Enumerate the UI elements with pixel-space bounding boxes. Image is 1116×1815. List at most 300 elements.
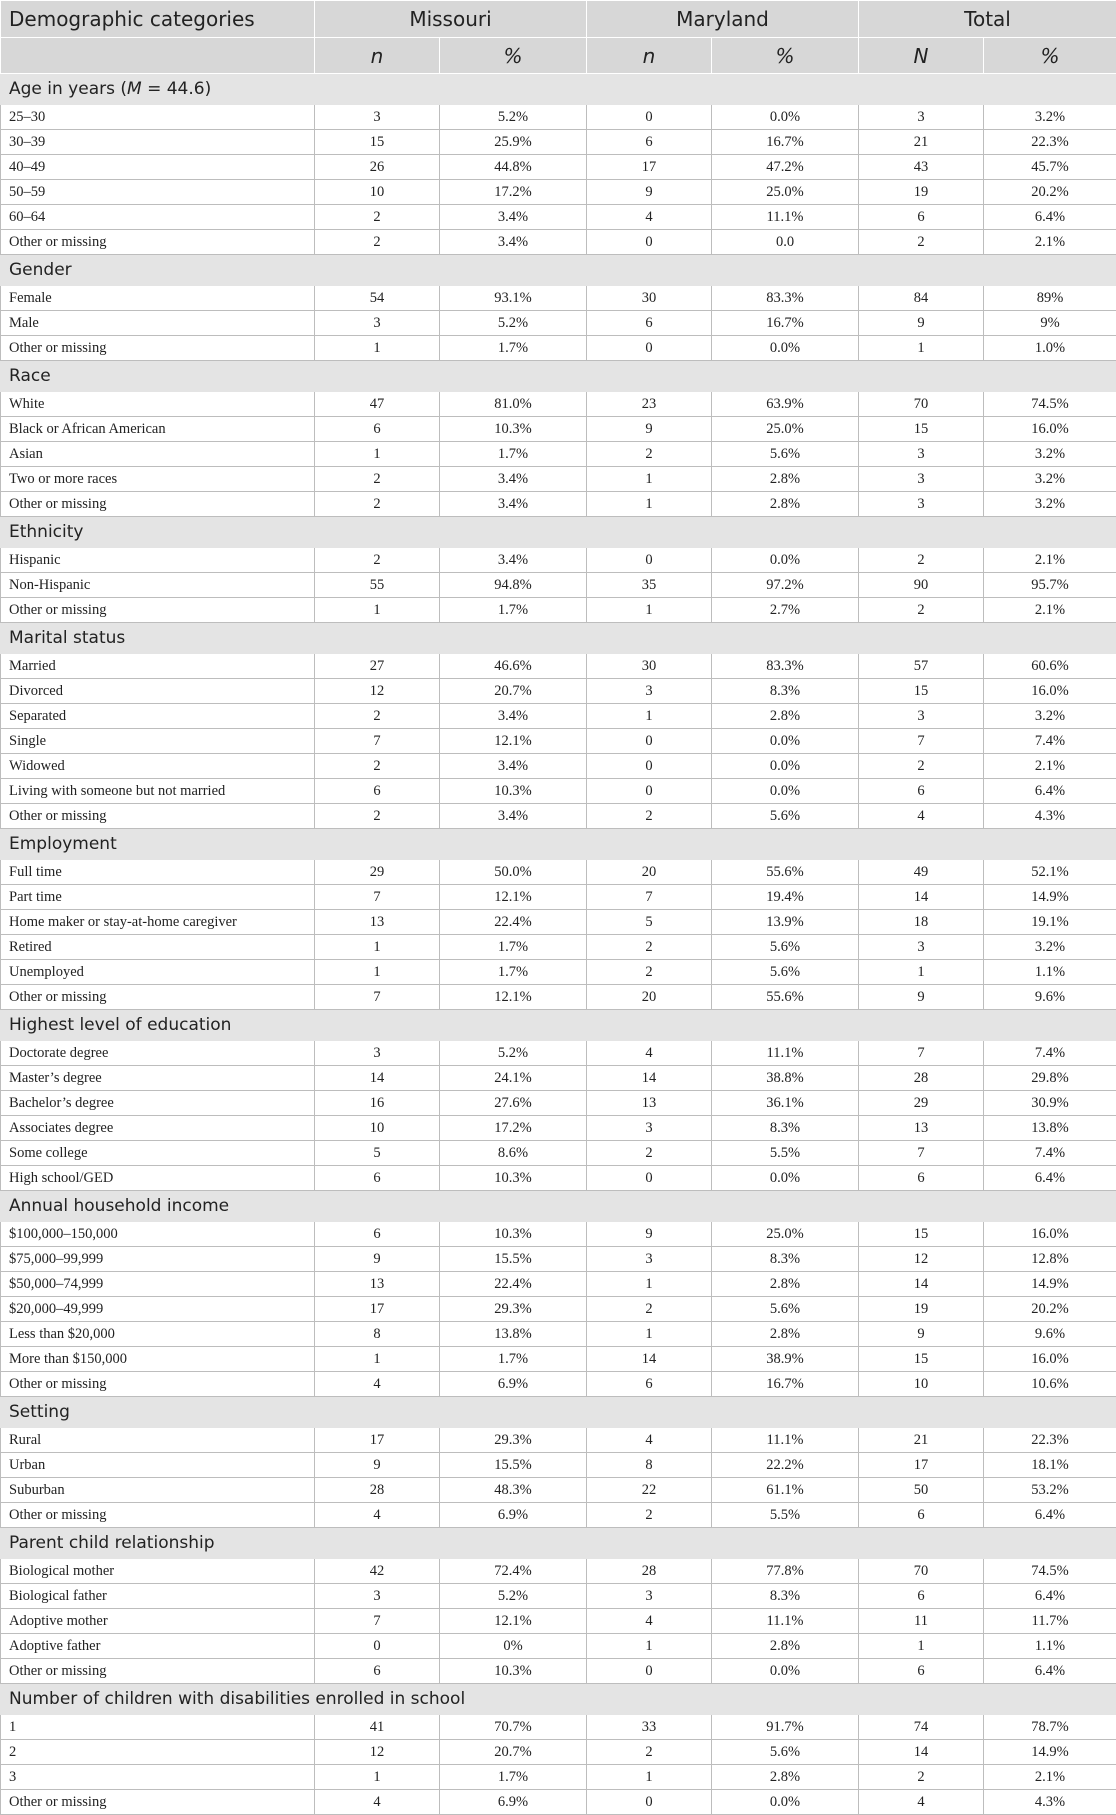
table-row — [1, 1503, 1116, 1528]
maryland-percent: 2.8% — [712, 1272, 859, 1297]
table-row — [1, 311, 1116, 336]
subheader-maryland-percent: % — [712, 38, 859, 74]
missouri-percent: 3.4% — [440, 754, 587, 779]
total-percent: 45.7% — [984, 155, 1116, 180]
missouri-n: 4 — [315, 1372, 440, 1397]
row-label: Some college — [1, 1141, 315, 1166]
total-percent: 89% — [984, 286, 1116, 311]
total-n: 6 — [859, 779, 984, 804]
maryland-n: 0 — [587, 729, 712, 754]
missouri-n: 2 — [315, 704, 440, 729]
maryland-percent: 25.0% — [712, 1222, 859, 1247]
maryland-n: 3 — [587, 1584, 712, 1609]
section-header-row — [1, 517, 1116, 548]
section-header-row — [1, 1010, 1116, 1041]
maryland-percent: 83.3% — [712, 654, 859, 679]
total-n: 12 — [859, 1247, 984, 1272]
maryland-percent: 25.0% — [712, 180, 859, 205]
missouri-n: 55 — [315, 573, 440, 598]
missouri-n: 7 — [315, 885, 440, 910]
row-label: Single — [1, 729, 315, 754]
maryland-n: 0 — [587, 548, 712, 573]
missouri-n: 15 — [315, 130, 440, 155]
category-column-header: Demographic categories — [1, 1, 315, 38]
total-percent: 6.4% — [984, 779, 1116, 804]
row-label: 60–64 — [1, 205, 315, 230]
total-n: 29 — [859, 1091, 984, 1116]
missouri-n: 10 — [315, 180, 440, 205]
row-label: Widowed — [1, 754, 315, 779]
maryland-n: 0 — [587, 230, 712, 255]
total-percent: 12.8% — [984, 1247, 1116, 1272]
maryland-percent: 2.7% — [712, 598, 859, 623]
missouri-n: 6 — [315, 1659, 440, 1684]
row-label: Biological father — [1, 1584, 315, 1609]
maryland-n: 1 — [587, 598, 712, 623]
table-row — [1, 1372, 1116, 1397]
missouri-percent: 5.2% — [440, 311, 587, 336]
maryland-n: 2 — [587, 1141, 712, 1166]
total-percent: 3.2% — [984, 442, 1116, 467]
table-row — [1, 1634, 1116, 1659]
total-percent: 78.7% — [984, 1715, 1116, 1740]
total-percent: 2.1% — [984, 598, 1116, 623]
missouri-percent: 1.7% — [440, 1765, 587, 1790]
row-label: Suburban — [1, 1478, 315, 1503]
maryland-percent: 19.4% — [712, 885, 859, 910]
table-row — [1, 654, 1116, 679]
table-row — [1, 1297, 1116, 1322]
maryland-n: 9 — [587, 417, 712, 442]
missouri-n: 2 — [315, 230, 440, 255]
total-n: 74 — [859, 1715, 984, 1740]
total-percent: 9% — [984, 311, 1116, 336]
maryland-percent: 0.0% — [712, 548, 859, 573]
missouri-percent: 15.5% — [440, 1453, 587, 1478]
group-header-maryland: Maryland — [587, 1, 859, 38]
maryland-percent: 0.0% — [712, 1166, 859, 1191]
total-n: 19 — [859, 180, 984, 205]
maryland-n: 9 — [587, 1222, 712, 1247]
maryland-percent: 2.8% — [712, 1634, 859, 1659]
missouri-percent: 3.4% — [440, 548, 587, 573]
maryland-n: 0 — [587, 1166, 712, 1191]
row-label: Associates degree — [1, 1116, 315, 1141]
table-row — [1, 230, 1116, 255]
row-label: Other or missing — [1, 1790, 315, 1815]
missouri-n: 14 — [315, 1066, 440, 1091]
total-n: 50 — [859, 1478, 984, 1503]
table-row — [1, 729, 1116, 754]
total-percent: 3.2% — [984, 704, 1116, 729]
total-n: 2 — [859, 598, 984, 623]
total-n: 7 — [859, 1141, 984, 1166]
section-title: Annual household income — [1, 1191, 1116, 1222]
missouri-percent: 5.2% — [440, 1041, 587, 1066]
total-percent: 6.4% — [984, 205, 1116, 230]
missouri-n: 26 — [315, 155, 440, 180]
maryland-percent: 16.7% — [712, 1372, 859, 1397]
total-percent: 13.8% — [984, 1116, 1116, 1141]
missouri-n: 27 — [315, 654, 440, 679]
missouri-n: 1 — [315, 960, 440, 985]
missouri-n: 12 — [315, 1740, 440, 1765]
row-label: Urban — [1, 1453, 315, 1478]
section-header-row — [1, 255, 1116, 286]
row-label: Two or more races — [1, 467, 315, 492]
maryland-n: 1 — [587, 1322, 712, 1347]
row-label: Other or missing — [1, 1659, 315, 1684]
total-n: 15 — [859, 1347, 984, 1372]
missouri-n: 13 — [315, 1272, 440, 1297]
missouri-n: 6 — [315, 1222, 440, 1247]
missouri-n: 3 — [315, 311, 440, 336]
missouri-percent: 1.7% — [440, 598, 587, 623]
missouri-percent: 3.4% — [440, 467, 587, 492]
section-title: Setting — [1, 1397, 1116, 1428]
section-header-row — [1, 74, 1116, 105]
table-row — [1, 392, 1116, 417]
row-label: Less than $20,000 — [1, 1322, 315, 1347]
maryland-percent: 83.3% — [712, 286, 859, 311]
total-n: 9 — [859, 311, 984, 336]
missouri-n: 9 — [315, 1247, 440, 1272]
subheader-missouri-n: n — [315, 38, 440, 74]
maryland-n: 2 — [587, 442, 712, 467]
row-label: Biological mother — [1, 1559, 315, 1584]
section-header-row — [1, 623, 1116, 654]
maryland-percent: 5.6% — [712, 1297, 859, 1322]
total-n: 4 — [859, 1790, 984, 1815]
total-n: 6 — [859, 1584, 984, 1609]
missouri-n: 41 — [315, 1715, 440, 1740]
missouri-percent: 10.3% — [440, 779, 587, 804]
table-row — [1, 442, 1116, 467]
missouri-percent: 27.6% — [440, 1091, 587, 1116]
maryland-n: 2 — [587, 1740, 712, 1765]
subheader-maryland-n: n — [587, 38, 712, 74]
table-row — [1, 336, 1116, 361]
maryland-n: 1 — [587, 1765, 712, 1790]
row-label: Doctorate degree — [1, 1041, 315, 1066]
maryland-n: 35 — [587, 573, 712, 598]
maryland-percent: 5.5% — [712, 1141, 859, 1166]
maryland-n: 1 — [587, 467, 712, 492]
maryland-percent: 0.0% — [712, 105, 859, 130]
total-n: 70 — [859, 392, 984, 417]
maryland-n: 1 — [587, 704, 712, 729]
section-title: Marital status — [1, 623, 1116, 654]
maryland-percent: 2.8% — [712, 1765, 859, 1790]
maryland-n: 5 — [587, 910, 712, 935]
table-row — [1, 754, 1116, 779]
missouri-percent: 10.3% — [440, 417, 587, 442]
missouri-n: 12 — [315, 679, 440, 704]
missouri-percent: 94.8% — [440, 573, 587, 598]
maryland-percent: 25.0% — [712, 417, 859, 442]
total-n: 6 — [859, 1659, 984, 1684]
maryland-percent: 36.1% — [712, 1091, 859, 1116]
missouri-percent: 20.7% — [440, 679, 587, 704]
maryland-percent: 11.1% — [712, 1609, 859, 1634]
missouri-percent: 12.1% — [440, 885, 587, 910]
maryland-percent: 5.6% — [712, 804, 859, 829]
missouri-percent: 50.0% — [440, 860, 587, 885]
table-row — [1, 1322, 1116, 1347]
row-label: 1 — [1, 1715, 315, 1740]
total-n: 7 — [859, 1041, 984, 1066]
maryland-n: 3 — [587, 679, 712, 704]
subheader-blank — [1, 38, 315, 74]
table-row — [1, 1116, 1116, 1141]
total-percent: 22.3% — [984, 1428, 1116, 1453]
total-n: 19 — [859, 1297, 984, 1322]
table-row — [1, 1765, 1116, 1790]
table-row — [1, 1584, 1116, 1609]
table-row — [1, 1559, 1116, 1584]
missouri-percent: 17.2% — [440, 1116, 587, 1141]
total-percent: 1.1% — [984, 960, 1116, 985]
table-row — [1, 155, 1116, 180]
missouri-n: 2 — [315, 548, 440, 573]
row-label: Other or missing — [1, 804, 315, 829]
row-label: Other or missing — [1, 492, 315, 517]
total-n: 14 — [859, 1740, 984, 1765]
maryland-percent: 0.0% — [712, 1659, 859, 1684]
row-label: $20,000–49,999 — [1, 1297, 315, 1322]
maryland-percent: 13.9% — [712, 910, 859, 935]
total-n: 3 — [859, 105, 984, 130]
section-header-row — [1, 1684, 1116, 1715]
missouri-n: 1 — [315, 1347, 440, 1372]
total-n: 2 — [859, 230, 984, 255]
row-label: Full time — [1, 860, 315, 885]
total-percent: 74.5% — [984, 1559, 1116, 1584]
missouri-percent: 29.3% — [440, 1297, 587, 1322]
total-percent: 9.6% — [984, 985, 1116, 1010]
table-row — [1, 467, 1116, 492]
missouri-percent: 3.4% — [440, 492, 587, 517]
table-row — [1, 860, 1116, 885]
table-row — [1, 130, 1116, 155]
maryland-n: 2 — [587, 960, 712, 985]
total-percent: 60.6% — [984, 654, 1116, 679]
maryland-percent: 47.2% — [712, 155, 859, 180]
total-n: 6 — [859, 1166, 984, 1191]
total-n: 2 — [859, 754, 984, 779]
total-n: 21 — [859, 130, 984, 155]
row-label: 40–49 — [1, 155, 315, 180]
total-n: 43 — [859, 155, 984, 180]
table-row — [1, 779, 1116, 804]
table-row — [1, 548, 1116, 573]
maryland-percent: 8.3% — [712, 1247, 859, 1272]
table-row — [1, 985, 1116, 1010]
row-label: 25–30 — [1, 105, 315, 130]
row-label: Other or missing — [1, 1503, 315, 1528]
missouri-n: 17 — [315, 1297, 440, 1322]
total-percent: 1.1% — [984, 1634, 1116, 1659]
missouri-n: 7 — [315, 729, 440, 754]
maryland-percent: 77.8% — [712, 1559, 859, 1584]
maryland-percent: 5.6% — [712, 935, 859, 960]
missouri-percent: 10.3% — [440, 1166, 587, 1191]
maryland-percent: 0.0% — [712, 779, 859, 804]
row-label: $100,000–150,000 — [1, 1222, 315, 1247]
table-row — [1, 1659, 1116, 1684]
header-row-subheaders — [1, 38, 1116, 74]
table-row — [1, 417, 1116, 442]
row-label: Other or missing — [1, 230, 315, 255]
section-header-row — [1, 1397, 1116, 1428]
maryland-percent: 2.8% — [712, 467, 859, 492]
maryland-n: 4 — [587, 1428, 712, 1453]
maryland-n: 28 — [587, 1559, 712, 1584]
missouri-percent: 6.9% — [440, 1503, 587, 1528]
total-percent: 14.9% — [984, 1740, 1116, 1765]
total-n: 1 — [859, 1634, 984, 1659]
table-row — [1, 105, 1116, 130]
maryland-percent: 11.1% — [712, 205, 859, 230]
maryland-n: 17 — [587, 155, 712, 180]
missouri-percent: 3.4% — [440, 230, 587, 255]
row-label: Adoptive mother — [1, 1609, 315, 1634]
table-row — [1, 1715, 1116, 1740]
missouri-percent: 3.4% — [440, 704, 587, 729]
section-title: Gender — [1, 255, 1116, 286]
row-label: Unemployed — [1, 960, 315, 985]
table-row — [1, 910, 1116, 935]
subheader-missouri-percent: % — [440, 38, 587, 74]
total-n: 3 — [859, 704, 984, 729]
total-percent: 19.1% — [984, 910, 1116, 935]
row-label: Part time — [1, 885, 315, 910]
total-n: 15 — [859, 417, 984, 442]
maryland-n: 2 — [587, 1297, 712, 1322]
missouri-n: 5 — [315, 1141, 440, 1166]
row-label: Married — [1, 654, 315, 679]
row-label: Asian — [1, 442, 315, 467]
total-n: 9 — [859, 985, 984, 1010]
row-label: 30–39 — [1, 130, 315, 155]
maryland-n: 4 — [587, 1041, 712, 1066]
maryland-n: 4 — [587, 205, 712, 230]
total-percent: 14.9% — [984, 1272, 1116, 1297]
total-percent: 7.4% — [984, 1041, 1116, 1066]
table-row — [1, 1609, 1116, 1634]
row-label: Other or missing — [1, 985, 315, 1010]
maryland-percent: 0.0% — [712, 729, 859, 754]
missouri-n: 7 — [315, 1609, 440, 1634]
total-percent: 9.6% — [984, 1322, 1116, 1347]
missouri-n: 10 — [315, 1116, 440, 1141]
row-label: Home maker or stay-at-home caregiver — [1, 910, 315, 935]
row-label: Living with someone but not married — [1, 779, 315, 804]
maryland-percent: 0.0% — [712, 336, 859, 361]
total-n: 13 — [859, 1116, 984, 1141]
total-percent: 7.4% — [984, 729, 1116, 754]
total-percent: 2.1% — [984, 548, 1116, 573]
maryland-percent: 22.2% — [712, 1453, 859, 1478]
maryland-n: 6 — [587, 1372, 712, 1397]
total-percent: 3.2% — [984, 492, 1116, 517]
total-percent: 95.7% — [984, 573, 1116, 598]
total-percent: 11.7% — [984, 1609, 1116, 1634]
total-n: 10 — [859, 1372, 984, 1397]
total-n: 70 — [859, 1559, 984, 1584]
missouri-n: 8 — [315, 1322, 440, 1347]
missouri-n: 1 — [315, 336, 440, 361]
total-n: 7 — [859, 729, 984, 754]
total-percent: 20.2% — [984, 180, 1116, 205]
missouri-n: 2 — [315, 754, 440, 779]
maryland-n: 6 — [587, 311, 712, 336]
missouri-percent: 44.8% — [440, 155, 587, 180]
row-label: Bachelor’s degree — [1, 1091, 315, 1116]
table-row — [1, 1347, 1116, 1372]
missouri-percent: 3.4% — [440, 205, 587, 230]
missouri-percent: 29.3% — [440, 1428, 587, 1453]
table-row — [1, 180, 1116, 205]
missouri-percent: 5.2% — [440, 1584, 587, 1609]
table-row — [1, 679, 1116, 704]
missouri-percent: 6.9% — [440, 1372, 587, 1397]
total-percent: 2.1% — [984, 754, 1116, 779]
maryland-n: 22 — [587, 1478, 712, 1503]
table-row — [1, 492, 1116, 517]
table-row — [1, 1166, 1116, 1191]
missouri-percent: 1.7% — [440, 960, 587, 985]
table-row — [1, 960, 1116, 985]
section-title: Ethnicity — [1, 517, 1116, 548]
missouri-n: 2 — [315, 467, 440, 492]
group-header-total: Total — [859, 1, 1116, 38]
missouri-percent: 15.5% — [440, 1247, 587, 1272]
missouri-n: 7 — [315, 985, 440, 1010]
row-label: Hispanic — [1, 548, 315, 573]
table-row — [1, 205, 1116, 230]
maryland-n: 8 — [587, 1453, 712, 1478]
table-row — [1, 804, 1116, 829]
maryland-n: 20 — [587, 985, 712, 1010]
maryland-percent: 97.2% — [712, 573, 859, 598]
row-label: Other or missing — [1, 598, 315, 623]
maryland-n: 0 — [587, 754, 712, 779]
table-row — [1, 885, 1116, 910]
maryland-n: 3 — [587, 1116, 712, 1141]
section-header-row — [1, 1191, 1116, 1222]
maryland-percent: 16.7% — [712, 130, 859, 155]
maryland-percent: 38.9% — [712, 1347, 859, 1372]
row-label: Other or missing — [1, 336, 315, 361]
maryland-n: 1 — [587, 492, 712, 517]
maryland-percent: 5.6% — [712, 960, 859, 985]
total-n: 57 — [859, 654, 984, 679]
missouri-n: 3 — [315, 1584, 440, 1609]
total-percent: 6.4% — [984, 1659, 1116, 1684]
missouri-n: 1 — [315, 935, 440, 960]
row-label: 3 — [1, 1765, 315, 1790]
missouri-n: 4 — [315, 1503, 440, 1528]
group-header-missouri: Missouri — [315, 1, 587, 38]
table-row — [1, 1478, 1116, 1503]
missouri-n: 16 — [315, 1091, 440, 1116]
maryland-percent: 63.9% — [712, 392, 859, 417]
total-n: 2 — [859, 1765, 984, 1790]
total-n: 15 — [859, 1222, 984, 1247]
total-percent: 22.3% — [984, 130, 1116, 155]
missouri-percent: 1.7% — [440, 1347, 587, 1372]
